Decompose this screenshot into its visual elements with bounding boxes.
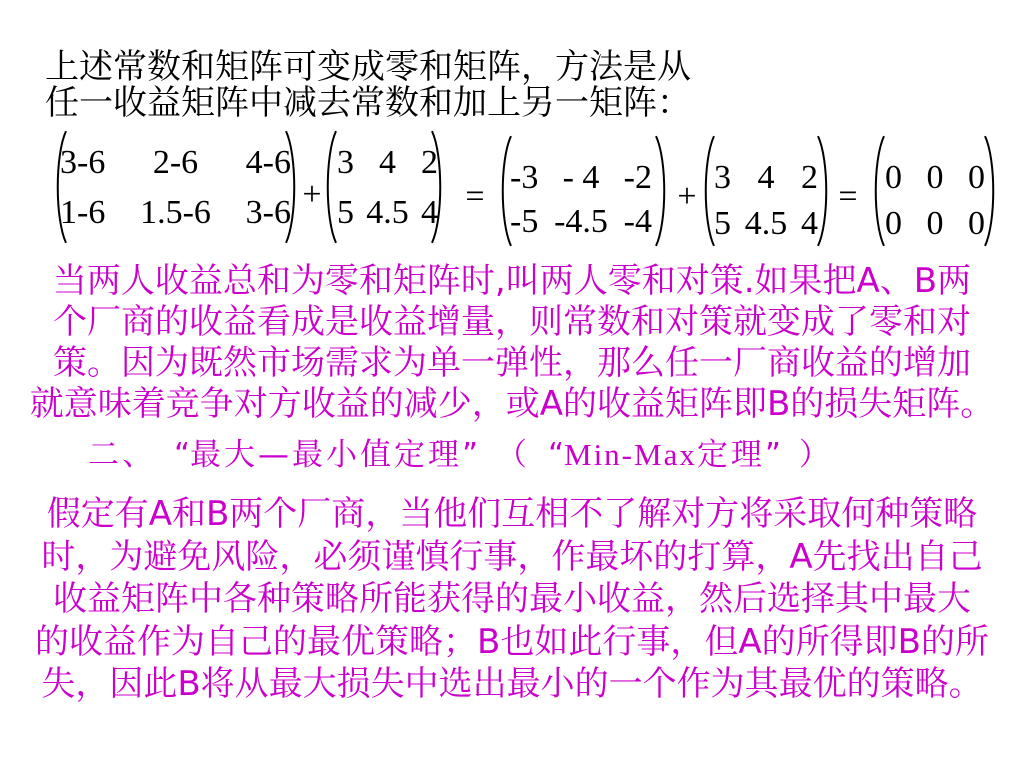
- equals-sign: =: [465, 178, 485, 215]
- matrix-cell: - 4: [562, 159, 600, 196]
- matrix-cell: 0: [926, 159, 944, 196]
- paragraph-line: 的收益作为自己的最优策略；B也如此行事，但A的所得即B的所: [35, 621, 989, 662]
- matrix-row: [60, 138, 291, 188]
- paragraph-line: 时，为避免风险，必须谨慎行事，作最坏的打算，A先找出自己: [41, 536, 983, 577]
- open-quote: “: [547, 437, 564, 473]
- matrix-row: [510, 156, 652, 200]
- added-matrix: [700, 135, 832, 247]
- minmax-paragraph: [0, 493, 1024, 706]
- matrix-cell: -3: [510, 159, 539, 196]
- matrix-cell: -2: [623, 159, 652, 196]
- matrix-cell: -4: [623, 203, 652, 240]
- equals-sign: =: [838, 178, 858, 215]
- intro-line: 任一收益矩阵中减去常数和加上另一矩阵：: [45, 83, 691, 123]
- right-parenthesis: [983, 135, 999, 247]
- zero-matrix: [870, 135, 999, 247]
- constant-matrix: [322, 130, 446, 244]
- paragraph-line: 收益矩阵中各种策略所能获得的最小收益，然后选择其中最大: [53, 579, 971, 619]
- close-paren: ）: [798, 437, 833, 473]
- matrix-cell: 0: [885, 159, 902, 196]
- intro-line: 上述常数和矩阵可变成零和矩阵，方法是从: [45, 47, 691, 87]
- matrix-cell: 4: [421, 194, 438, 231]
- open-paren: （: [496, 437, 530, 473]
- matrix-cell: -5: [510, 203, 539, 240]
- matrix-cell: 0: [968, 159, 985, 196]
- matrix-row: [510, 200, 652, 244]
- matrix-cell: 4-6: [245, 144, 291, 181]
- matrix-cell: 0: [968, 205, 985, 242]
- close-quote: ”: [764, 437, 781, 473]
- constant-sum-matrix: [52, 130, 300, 244]
- plus-sign: +: [677, 178, 697, 215]
- intro-text: [45, 49, 691, 121]
- paragraph-line: 假定有A和B两个厂商，当他们互相不了解对方将采取何种策略: [46, 494, 978, 534]
- paragraph-line: 当两人收益总和为零和矩阵时,叫两人零和对策.如果把A、B两: [52, 261, 972, 301]
- heading-term-suffix: 定理: [696, 437, 765, 473]
- matrix-row: [60, 188, 291, 238]
- matrix-cell: 0: [885, 205, 902, 242]
- matrix-cell: 3-6: [60, 144, 106, 181]
- close-quote: ”: [462, 437, 479, 473]
- matrix-cell: 1-6: [60, 194, 106, 231]
- matrix-cell: 2: [801, 159, 818, 196]
- matrix-row: [337, 188, 438, 238]
- matrix-cell: 2: [421, 144, 438, 181]
- matrix-cell: 2-6: [152, 144, 199, 181]
- matrix-cell: 4.5: [744, 205, 788, 242]
- heading-latin-term: Min-Max: [564, 437, 697, 472]
- matrix-cell: 4: [757, 159, 775, 196]
- left-parenthesis: [870, 135, 886, 247]
- matrix-cell: 3: [714, 159, 731, 196]
- matrix-row: [714, 201, 818, 247]
- matrix-cell: 3: [337, 144, 354, 181]
- matrix-cell: 4: [801, 205, 818, 242]
- plus-sign: +: [302, 176, 322, 213]
- matrix-row: [885, 155, 985, 201]
- left-parenthesis: [322, 130, 338, 244]
- zero-sum-paragraph: [0, 261, 1024, 425]
- matrix-equation: [0, 125, 1024, 255]
- right-parenthesis: [654, 135, 670, 247]
- matrix-cell: -4.5: [554, 203, 608, 240]
- matrix-row: [714, 155, 818, 201]
- paragraph-line: 个厂商的收益看成是收益增量，则常数和对策就变成了零和对: [53, 302, 971, 342]
- paragraph-line: 策。因为既然市场需求为单一弹性，那么任一厂商收益的增加: [53, 343, 971, 383]
- difference-matrix: [497, 135, 670, 247]
- matrix-cell: 4.5: [366, 194, 409, 231]
- matrix-row: [337, 138, 438, 188]
- section-heading: [88, 437, 833, 473]
- paragraph-line: 就意味着竞争对方收益的减少，或A的收益矩阵即B的损失矩阵。: [29, 384, 995, 424]
- heading-number: 二、: [88, 437, 156, 473]
- open-quote: “: [173, 437, 190, 473]
- matrix-cell: 5: [714, 205, 731, 242]
- heading-title: 最大—最小值定理: [190, 437, 462, 473]
- matrix-row: [885, 201, 985, 247]
- matrix-cell: 3-6: [245, 194, 291, 231]
- paragraph-line: 失，因此B将从最大损失中选出最小的一个作为其最优的策略。: [41, 664, 983, 704]
- matrix-cell: 1.5-6: [140, 194, 211, 231]
- matrix-cell: 4: [379, 144, 396, 181]
- right-parenthesis: [816, 135, 832, 247]
- matrix-cell: 5: [337, 194, 354, 231]
- matrix-cell: 0: [926, 205, 944, 242]
